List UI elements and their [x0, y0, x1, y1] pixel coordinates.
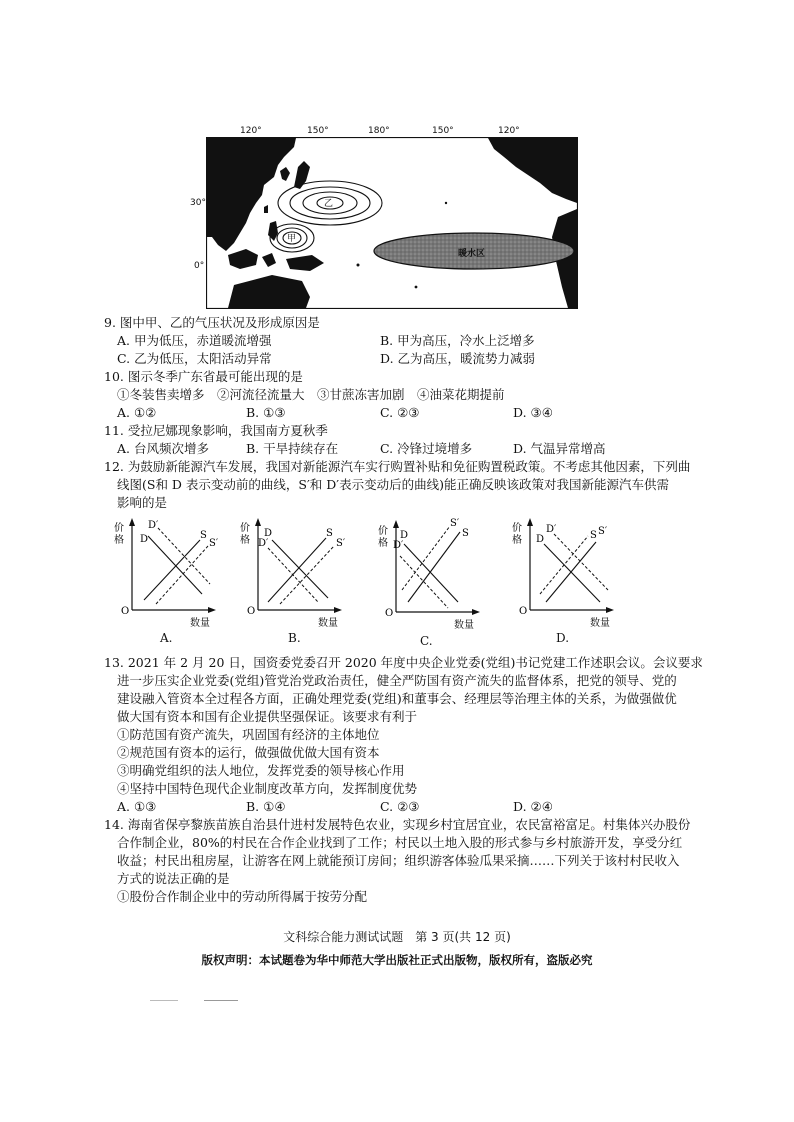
q11-option-d: D. 气温异常增高: [513, 441, 606, 456]
label-s: S: [462, 528, 469, 539]
q13-item-3: ③明确党组织的法人地位，发挥党委的领导核心作用: [117, 763, 405, 778]
page-footer: 文科综合能力测试试题 第 3 页(共 12 页): [283, 930, 511, 944]
q12-stem-line2: 线图(S和 D 表示变动前的曲线，S′和 D′表示变动后的曲线)能正确反映该政策对我国新能源汽车供需: [117, 477, 670, 492]
curve-s: [408, 532, 460, 602]
y-axis-label-2: 格: [378, 538, 388, 549]
label-s-prime: S′: [598, 526, 608, 537]
label-d: D: [536, 534, 545, 545]
label-d: D: [140, 534, 149, 545]
q14-stem-line4: 方式的说法正确的是: [117, 871, 230, 886]
graph-d: [510, 516, 622, 634]
q10-option-d: D. ③④: [513, 405, 553, 420]
origin-label: O: [519, 606, 528, 617]
curve-d: [404, 544, 458, 602]
origin-label: O: [121, 606, 130, 617]
q13-stem-line2: 进一步压实企业党委(党组)管党治党政治责任，健全严防国有资产流失的监督体系，把党的领导、党的: [117, 673, 677, 688]
map-lat-label-0: 0°: [194, 261, 205, 271]
q9-option-d: D. 乙为高压，暖流势力减弱: [380, 351, 536, 366]
q13-stem-line4: 做大国有资本和国有企业提供坚强保证。该要求有利于: [117, 709, 418, 724]
curve-d: [148, 536, 202, 594]
map-lat-label-30: 30°: [190, 198, 206, 208]
scan-mark: [150, 1000, 178, 1001]
label-d: D: [264, 528, 273, 539]
q9-option-c: C. 乙为低压，太阳活动异常: [117, 351, 272, 366]
y-axis-label-1: 价: [240, 523, 250, 534]
q14-stem-line2: 合作制企业，80%的村民在合作企业找到了工作；村民以土地入股的形式参与乡村旅游开发，享受分红: [117, 835, 683, 850]
q13-stem-line1: 13. 2021 年 2 月 20 日，国资委党委召开 2020 年度中央企业党委(党组)书记党建工作述职会议。会议要求: [104, 655, 703, 670]
x-axis-label: 数量: [454, 620, 474, 631]
q10-option-a: A. ①②: [117, 405, 157, 420]
label-d-prime: D′: [393, 540, 404, 551]
warm-water-label: 暖水区: [458, 249, 486, 259]
q11-option-c: C. 冷锋过境增多: [380, 441, 473, 456]
q9-option-b: B. 甲为高压，冷水上泛增多: [380, 333, 535, 348]
q10-option-c: C. ②③: [380, 405, 420, 420]
label-d-prime: D′: [258, 538, 269, 549]
q13-option-a: A. ①③: [117, 799, 157, 814]
q13-option-c: C. ②③: [380, 799, 420, 814]
scan-mark: [204, 1000, 238, 1001]
label-s: S: [200, 530, 207, 541]
graph-letter-c: C.: [420, 634, 433, 648]
curve-s-prime: [156, 546, 208, 604]
q13-stem-line3: 建设融入管资本全过程各方面，正确处理党委(党组)和董事会、经理层等治理主体的关系，为做强做优: [117, 691, 677, 706]
y-axis-label-1: 价: [114, 523, 124, 534]
q13-item-1: ①防范国有资产流失，巩固国有经济的主体地位: [117, 727, 380, 742]
curve-s: [144, 540, 200, 600]
q13-item-4: ④坚持中国特色现代企业制度改革方向，发挥制度优势: [117, 781, 418, 796]
q10-stem: 10. 图示冬季广东省最可能出现的是: [104, 369, 303, 384]
origin-label: O: [247, 606, 256, 617]
label-d-prime: D′: [148, 520, 159, 531]
label-s-prime: S′: [209, 538, 219, 549]
label-s: S: [590, 530, 597, 541]
origin-label: O: [385, 608, 394, 619]
map-lon-label-150e: 150°: [432, 126, 454, 136]
label-s-prime: S′: [450, 518, 460, 529]
q12-stem-line3: 影响的是: [117, 495, 168, 510]
map-lon-label-180: 180°: [368, 126, 390, 136]
x-axis-label: 数量: [590, 618, 610, 629]
q11-stem: 11. 受拉尼娜现象影响，我国南方夏秋季: [104, 423, 328, 438]
curve-s-prime: [540, 536, 588, 594]
q10-option-b: B. ①③: [246, 405, 286, 420]
map-lon-label-150w: 150°: [307, 126, 329, 136]
map-lon-label-120e: 120°: [498, 126, 520, 136]
q11-option-b: B. 干旱持续存在: [246, 441, 339, 456]
label-s-prime: S′: [336, 538, 346, 549]
graph-b: [238, 516, 350, 634]
graph-a: [112, 516, 222, 634]
q13-item-2: ②规范国有资本的运行，做强做优做大国有资本: [117, 745, 380, 760]
curve-s-prime: [402, 526, 450, 590]
label-d: D: [400, 530, 409, 541]
q12-stem-line1: 12. 为鼓励新能源汽车发展，我国对新能源汽车实行购置补贴和免征购置税政策。不考虑其他因素，下列曲: [104, 459, 691, 474]
q14-stem-line3: 收益；村民出租房屋，让游客在网上就能预订房间；组织游客体验瓜果采摘……下列关于该村村民收入: [117, 853, 680, 868]
curve-d: [272, 540, 328, 598]
q9-option-a: A. 甲为低压，赤道暖流增强: [117, 333, 272, 348]
y-axis-label-1: 价: [512, 523, 522, 534]
x-axis-label: 数量: [318, 618, 338, 629]
map-lon-label-120w: 120°: [240, 126, 262, 136]
graph-letter-b: B.: [288, 631, 301, 645]
pressure-label-jia: 甲: [287, 234, 297, 244]
label-s: S: [326, 528, 333, 539]
y-axis-label-2: 格: [240, 535, 250, 546]
pressure-label-yi: 乙: [324, 199, 334, 209]
y-axis-label-1: 价: [378, 526, 388, 537]
copyright-notice: 版权声明：本试题卷为华中师范大学出版社正式出版物，版权所有，盗版必究: [201, 953, 593, 967]
q14-stem-line1: 14. 海南省保亭黎族苗族自治县什进村发展特色农业，实现乡村宜居宜业，农民富裕富足。村集体兴办股份: [104, 817, 691, 832]
q13-option-d: D. ②④: [513, 799, 553, 814]
curve-d-prime: [400, 556, 448, 608]
graph-letter-a: A.: [160, 631, 173, 645]
y-axis-label-2: 格: [114, 535, 124, 546]
x-axis-label: 数量: [190, 618, 210, 629]
q14-item-1: ①股份合作制企业中的劳动所得属于按劳分配: [117, 889, 368, 904]
q13-option-b: B. ①④: [246, 799, 286, 814]
label-d-prime: D′: [546, 524, 557, 535]
graph-letter-d: D.: [556, 631, 570, 645]
graph-c: [376, 514, 488, 636]
q9-stem: 9. 图中甲、乙的气压状况及形成原因是: [104, 315, 320, 330]
curve-s: [546, 542, 596, 602]
q11-option-a: A. 台风频次增多: [117, 441, 209, 456]
pacific-map: [206, 137, 578, 309]
y-axis-label-2: 格: [512, 535, 522, 546]
q10-items: ①冬装售卖增多 ②河流径流量大 ③甘蔗冻害加剧 ④油菜花期提前: [117, 387, 505, 402]
curve-s: [268, 538, 326, 602]
